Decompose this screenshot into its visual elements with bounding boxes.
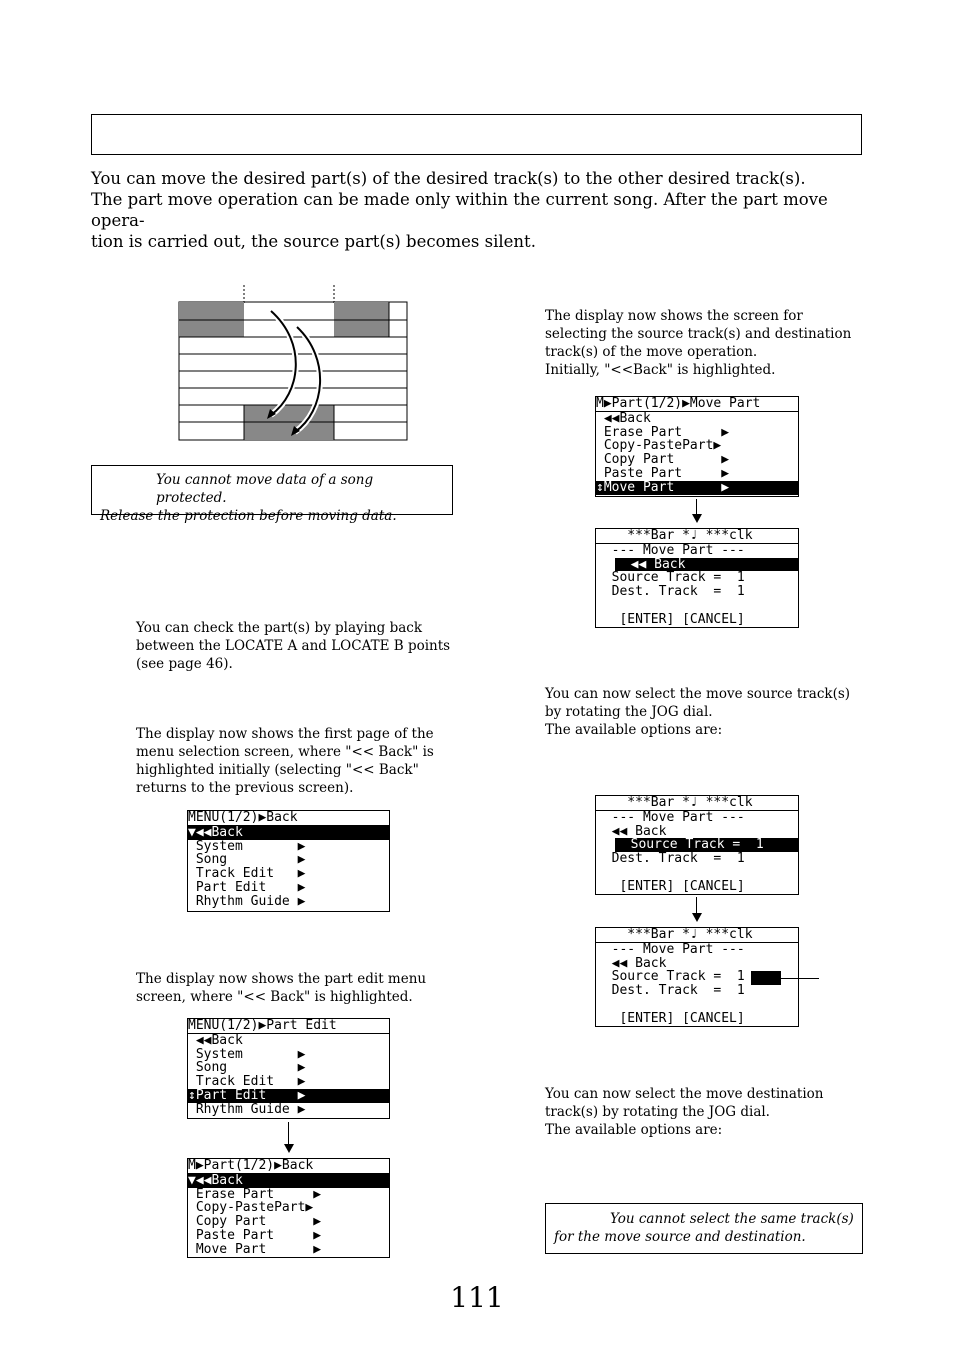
source-dest-text [545, 307, 875, 379]
partedit-text [136, 970, 466, 1006]
note-line: Release the protection before moving data. [100, 508, 397, 524]
section-title-box [91, 114, 862, 155]
lcd-row: Erase Part ▶ [596, 424, 730, 440]
flow-arrow [696, 499, 697, 515]
intro-line: You can move the desired part(s) of the desired track(s) to the other desired track(s). [91, 169, 806, 188]
lcd-header: M▶Part(1/2)▶Move Part [596, 397, 798, 412]
text-line: track(s) by rotating the JOG dial. [545, 1104, 770, 1120]
text-line: highlighted initially (selecting "<< Back" [136, 762, 419, 778]
lcd-row: Copy-PastePart▶ [596, 438, 722, 454]
lcd-row: System ▶ [188, 1046, 306, 1062]
lcd-row: Move Part ▶ [188, 1241, 322, 1257]
select-source-text [545, 685, 875, 739]
page-number: 111 [450, 1281, 504, 1314]
lcd-row: ▼◀◀Back [188, 826, 389, 840]
flow-arrow [288, 1122, 289, 1145]
lcd-row: ◀◀ Back [596, 955, 667, 971]
lcd-row: --- Move Part --- [596, 941, 745, 957]
text-line: The available options are: [545, 1122, 723, 1138]
text-line: You can check the part(s) by playing back [136, 620, 423, 636]
lcd-header: M▶Part(1/2)▶Back [188, 1159, 389, 1174]
note-protect [91, 465, 453, 524]
lcd-move-source-edit [595, 927, 799, 1027]
lcd-part-back [187, 1158, 390, 1258]
lcd-part-move [595, 396, 799, 497]
lcd-menu-back [187, 810, 390, 912]
text-line: (see page 46). [136, 656, 233, 672]
text-line: The display now shows the first page of the [136, 726, 434, 742]
lcd-row: Track Edit ▶ [188, 1074, 306, 1090]
lcd-row: Copy Part ▶ [596, 452, 730, 468]
text-line: You can now select the move source track(s) [545, 686, 851, 702]
lcd-row: ◀◀Back [188, 1032, 243, 1048]
arrow-down-icon [692, 514, 702, 523]
value-cursor [751, 971, 781, 985]
text-line: between the LOCATE A and LOCATE B points [136, 638, 451, 654]
lcd-row: Track Edit ▶ [188, 866, 306, 882]
lcd-row: Part Edit ▶ [188, 879, 306, 895]
text-line: menu selection screen, where "<< Back" is [136, 744, 434, 760]
callout-line [781, 978, 819, 979]
lcd-row: Dest. Track = 1 [596, 983, 745, 999]
lcd-move-source [595, 795, 799, 895]
lcd-row [596, 866, 798, 880]
lcd-header: ***Bar *♩ ***clk [596, 529, 798, 544]
flow-arrow [696, 897, 697, 914]
lcd-row: --- Move Part --- [596, 809, 745, 825]
lcd-header: ***Bar *♩ ***clk [596, 796, 798, 811]
lcd-row: Dest. Track = 1 [596, 584, 745, 600]
lcd-row: Paste Part ▶ [596, 465, 730, 481]
lcd-row [596, 599, 798, 613]
check-text [136, 619, 466, 673]
lcd-row: [ENTER] [CANCEL] [596, 611, 745, 627]
lcd-row: Source Track = 1 [596, 570, 745, 586]
intro-text [91, 168, 871, 252]
lcd-row: Source Track = 1 [596, 969, 745, 985]
select-dest-text [545, 1085, 875, 1139]
lcd-row: ↕Move Part ▶ [596, 481, 798, 495]
lcd-row: ↕Part Edit ▶ [188, 1089, 389, 1103]
note-same-track [545, 1203, 863, 1254]
intro-line: tion is carried out, the source part(s) becomes silent. [91, 232, 536, 251]
lcd-row [596, 998, 798, 1012]
lcd-row: Source Track = 1 [615, 838, 798, 852]
text-line: Initially, "<<Back" is highlighted. [545, 362, 776, 378]
text-line: by rotating the JOG dial. [545, 704, 713, 720]
lcd-row: System ▶ [188, 838, 306, 854]
lcd-row: Copy-PastePart▶ [188, 1200, 314, 1216]
lcd-row: Song ▶ [188, 1060, 306, 1076]
move-diagram [175, 283, 415, 445]
lcd-row: Song ▶ [188, 852, 306, 868]
lcd-row: Dest. Track = 1 [596, 851, 745, 867]
text-line: screen, where "<< Back" is highlighted. [136, 989, 413, 1005]
arrow-down-icon [692, 913, 702, 922]
text-line: The available options are: [545, 722, 723, 738]
text-line: track(s) of the move operation. [545, 344, 758, 360]
lcd-row: ◀◀ Back [596, 823, 667, 839]
text-line: selecting the source track(s) and destination [545, 326, 852, 342]
lcd-row: ◀◀ Back [615, 558, 798, 572]
lcd-move-back [595, 528, 799, 628]
lcd-row: Paste Part ▶ [188, 1227, 322, 1243]
lcd-row: [ENTER] [CANCEL] [596, 1010, 745, 1026]
lcd-row: Rhythm Guide ▶ [188, 1101, 306, 1117]
text-line: The display now shows the part edit menu [136, 971, 427, 987]
lcd-header: ***Bar *♩ ***clk [596, 928, 798, 943]
lcd-header: MENU(1/2)▶Part Edit [188, 1019, 389, 1034]
note-line: for the move source and destination. [554, 1229, 806, 1245]
lcd-row: [ENTER] [CANCEL] [596, 878, 745, 894]
note-line: You cannot select the same track(s) [610, 1211, 854, 1227]
lcd-row: ◀◀Back [596, 410, 651, 426]
lcd-row: ▼◀◀Back [188, 1174, 389, 1188]
note-line: You cannot move data of a song protected. [156, 472, 374, 506]
lcd-row: --- Move Part --- [596, 542, 745, 558]
lcd-row: Erase Part ▶ [188, 1186, 322, 1202]
text-line: The display now shows the screen for [545, 308, 803, 324]
text-line: returns to the previous screen). [136, 780, 354, 796]
text-line: You can now select the move destination [545, 1086, 824, 1102]
arrow-down-icon [284, 1144, 294, 1153]
lcd-menu-part-edit [187, 1018, 390, 1119]
lcd-row: Rhythm Guide ▶ [188, 893, 306, 909]
lcd-header: MENU(1/2)▶Back [188, 811, 389, 826]
menu-text [136, 725, 466, 797]
intro-line: The part move operation can be made only within the current song. After the part move opera- [91, 190, 828, 230]
lcd-row: Copy Part ▶ [188, 1214, 322, 1230]
